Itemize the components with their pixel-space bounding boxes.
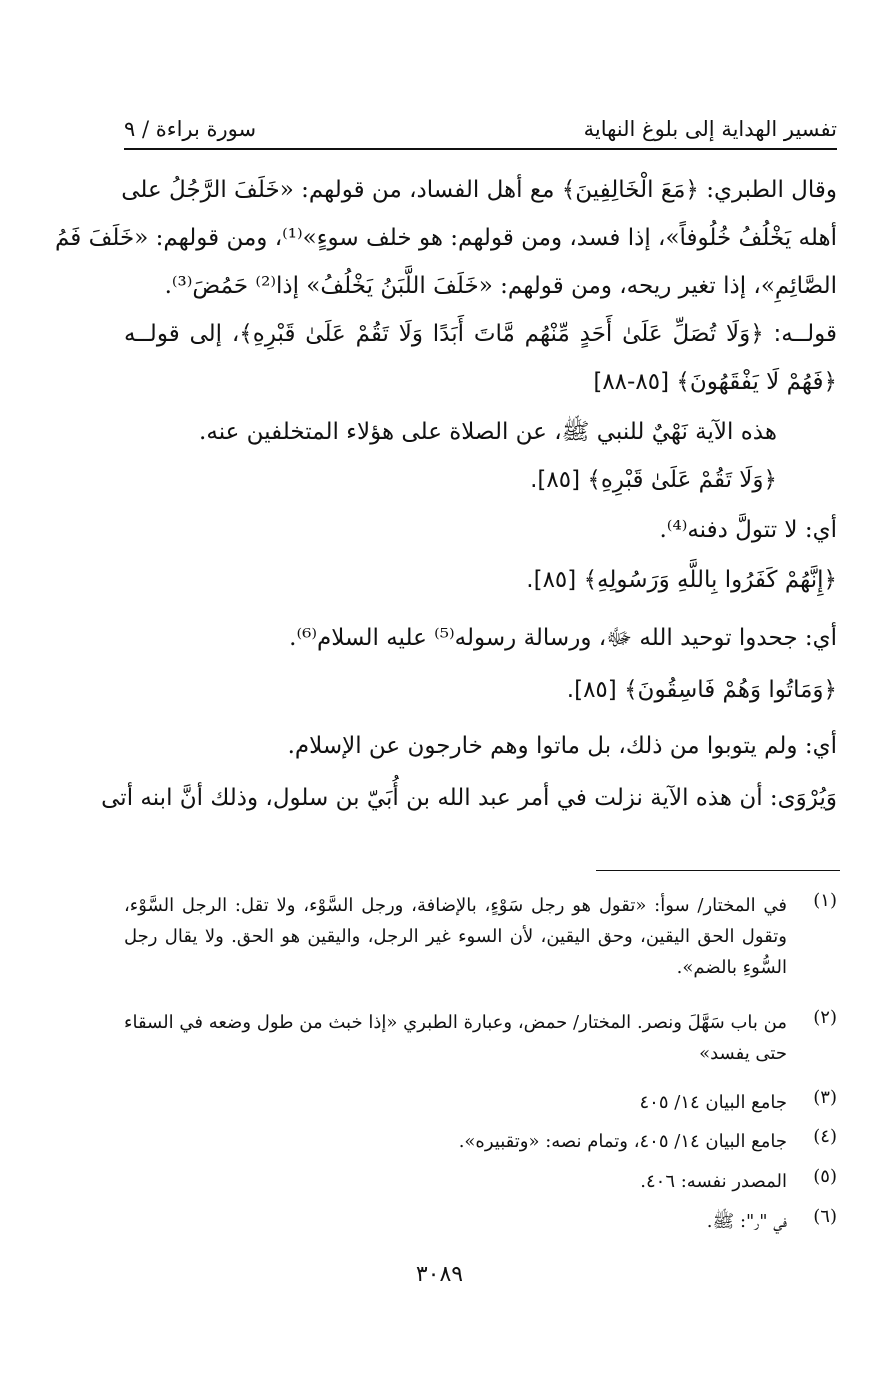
footnote-line: السُّوءِ بالضم». (676, 957, 787, 978)
footnote-separator (596, 870, 840, 871)
book-title: تفسير الهداية إلى بلوغ النهاية (583, 117, 837, 141)
text-line: ﴿إِنَّهُمْ كَفَرُوا بِاللَّهِ وَرَسُولِهِ﴾ [٨٥]. (526, 567, 837, 593)
header-rule (124, 148, 837, 150)
footnote-line: حتى يفسد» (699, 1043, 787, 1064)
footnote-line: جامع البيان ١٤/ ٤٠٥ (639, 1092, 787, 1113)
text-line: هذه الآية نَهْيٌ للنبي ﷺ، عن الصلاة على هؤلاء المتخلفين عنه. (199, 419, 777, 445)
text-line: ﴿فَهُمْ لَا يَفْقَهُونَ﴾ [٨٥-٨٨] (593, 369, 837, 395)
footnote-line: من باب سَهَّلَ ونصر. المختار/ حمض، وعبارة الطبري «إذا خبث من طول وضعه في السقاء (124, 1012, 787, 1033)
running-header (124, 112, 837, 146)
text-line: وَيُرْوَى: أن هذه الآية نزلت في أمر عبد الله بن أُبَيّ بن سلول، وذلك أنَّ ابنه أتى (101, 785, 837, 811)
footnote-number: (٦) (813, 1206, 837, 1227)
footnote-line: وتقول الحق اليقين، وحق اليقين، لأن السوء غير الرجل، واليقين هو الحق. ولا يقال رجل (124, 926, 787, 947)
surah-reference: سورة براءة / ٩ (124, 117, 257, 141)
text-line: ﴿وَلَا تَقُمْ عَلَىٰ قَبْرِهِ﴾ [٨٥]. (530, 467, 777, 493)
footnote-number: (٢) (813, 1007, 837, 1028)
text-line: قولــه: ﴿وَلَا تُصَلِّ عَلَىٰ أَحَدٍ مِّنْهُم مَّاتَ أَبَدًا وَلَا تَقُمْ عَلَىٰ قَبْرِهِ﴾، إلى قولــه (124, 321, 837, 347)
text-line: وقال الطبري: ﴿مَعَ الْخَالِفِينَ﴾ مع أهل الفساد، من قولهم: «خَلَفَ الرَّجُلُ على (121, 177, 837, 203)
footnote-line: جامع البيان ١٤/ ٤٠٥، وتمام نصه: «وتقبيره». (458, 1131, 787, 1152)
footnote-number: (٥) (813, 1166, 837, 1187)
text-line: أهله يَخْلُفُ خُلُوفاً»، إذا فسد، ومن قولهم: هو خلف سوءٍ»⁽¹⁾، ومن قولهم: «خَلَفَ فَمُ (54, 225, 837, 251)
text-line: أي: لا تتولَّ دفنه⁽⁴⁾. (659, 517, 837, 543)
text-line: الصَّائِمِ»، إذا تغير ريحه، ومن قولهم: «خَلَفَ اللَّبَنُ يَخْلُفُ» إذا⁽²⁾ حَمُضَ⁽³⁾. (164, 273, 837, 299)
footnote-line: المصدر نفسه: ٤٠٦. (640, 1171, 787, 1192)
text-line: ﴿وَمَاتُوا وَهُمْ فَاسِقُونَ﴾ [٨٥]. (566, 677, 837, 703)
text-line: أي: جحدوا توحيد الله ﷻ، ورسالة رسوله⁽⁵⁾ عليه السلام⁽⁶⁾. (289, 625, 837, 651)
footnote-line: في المختار/ سوأ: «تقول هو رجل سَوْءٍ، بالإضافة، ورجل السَّوْء، ولا تقل: الرجل السَّوْء، (124, 895, 787, 916)
text-line: أي: ولم يتوبوا من ذلك، بل ماتوا وهم خارجون عن الإسلام. (287, 733, 837, 759)
footnote-number: (٣) (813, 1087, 837, 1108)
footnote-line: في "ر": ﷺ. (706, 1211, 787, 1232)
footnote-number: (٤) (813, 1126, 837, 1147)
footnote-number: (١) (813, 890, 837, 911)
page-number: ٣٠٨٩ (415, 1262, 464, 1287)
